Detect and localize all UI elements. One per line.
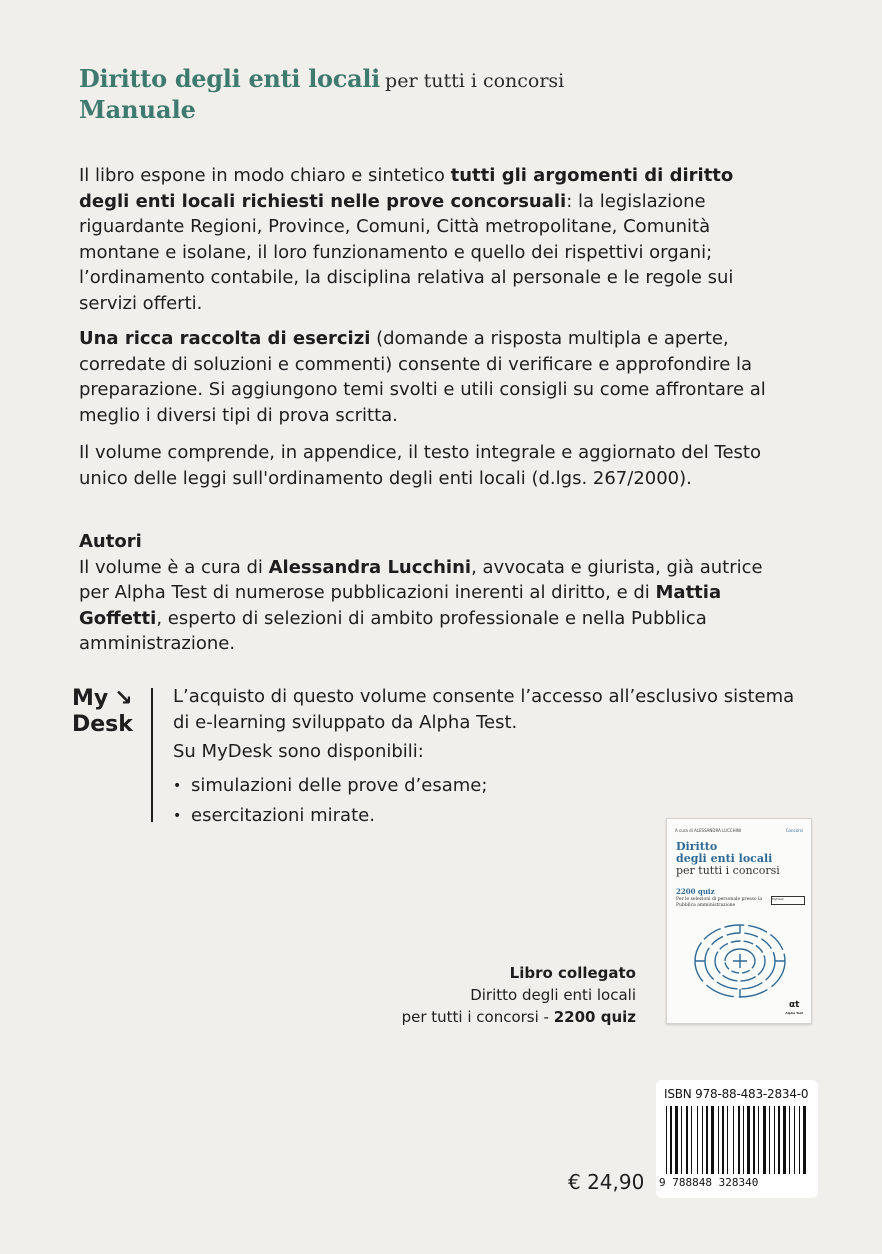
p1-text-start: Il libro espone in modo chiaro e sintetico xyxy=(79,165,451,186)
barcode-digits: 9 788848 328340 xyxy=(659,1176,759,1189)
cover-author: A cura di ALESSANDRA LUCCHINI xyxy=(675,828,742,833)
book-title-main: Diritto degli enti locali xyxy=(79,64,380,93)
author-name-1: Alessandra Lucchini xyxy=(268,556,472,578)
mydesk-logo-desk: Desk xyxy=(72,712,133,737)
book-type: Manuale xyxy=(79,95,196,124)
mydesk-available: Su MyDesk sono disponibili: xyxy=(173,741,424,762)
related-book-cover xyxy=(666,818,812,1024)
list-item: • simulazioni delle prove d’esame; xyxy=(173,771,813,801)
related-book-title: Diritto degli enti locali xyxy=(470,986,636,1004)
author-name-2: Mattia Goffetti xyxy=(79,582,722,629)
authors-text-2: , avvocata e giurista, già autrice per Alpha Test di numerose pubblicazioni inerenti al diritto, e di xyxy=(79,556,763,603)
related-book-label: Libro collegato xyxy=(509,964,636,982)
description-paragraph-1 xyxy=(79,163,779,316)
description-paragraph-3 xyxy=(79,440,779,491)
cover-tag: Concorsi xyxy=(785,828,803,833)
price: € 24,90 xyxy=(568,1170,645,1194)
p2-bold: Una ricca raccolta di esercizi xyxy=(79,328,371,349)
related-book-info xyxy=(380,962,636,1028)
mydesk-section xyxy=(173,684,813,831)
cover-title-line-2: degli enti locali xyxy=(676,852,773,865)
authors-heading: Autori xyxy=(79,531,142,552)
list-item: • esercitazioni mirate. xyxy=(173,801,813,831)
cover-title xyxy=(676,841,806,877)
cover-quiz: 2200 quiz xyxy=(676,887,715,896)
barcode-box xyxy=(656,1080,818,1198)
alpha-test-logo-icon: αt Alpha Test xyxy=(785,1000,803,1015)
mydesk-logo xyxy=(72,686,133,738)
mydesk-logo-my: My xyxy=(72,686,109,711)
book-title-sub: per tutti i concorsi xyxy=(385,70,565,92)
authors-text-3: , esperto di selezioni di ambito professionale e nella Pubblica amministrazione. xyxy=(79,607,707,654)
book-title xyxy=(79,64,564,93)
related-book-subtitle: per tutti i concorsi - xyxy=(401,1008,554,1026)
maze-illustration-icon xyxy=(685,921,795,1001)
p1-bold: tutti gli argomenti di diritto degli enti locali richiesti nelle prove concorsuali xyxy=(79,165,734,212)
book-title-block xyxy=(79,64,564,124)
cover-desc: Per le selezioni di personale presso la Pubblica amministrazione xyxy=(676,897,763,908)
mydesk-intro: L’acquisto di questo volume consente l’accesso all’esclusivo sistema di e-learning sviluppato da Alpha Test. xyxy=(173,686,795,733)
isbn: ISBN 978-88-483-2834-0 xyxy=(664,1087,809,1101)
authors-section xyxy=(79,529,779,657)
cover-title-line-1: Diritto xyxy=(676,840,718,853)
cover-title-line-3: per tutti i concorsi xyxy=(676,864,780,877)
related-book-edition: 2200 quiz xyxy=(553,1008,636,1026)
cover-badge: MyDesk xyxy=(771,896,805,905)
description-paragraph-2 xyxy=(79,326,779,428)
p1-text-end: : la legislazione riguardante Regioni, Province, Comuni, Città metropolitane, Comunità montane e isolane, il loro funzionamento e quello dei rispettivi organi; l’ordinamento contabile, la disciplina relativa al personale e le regole sui servizi offerti. xyxy=(79,190,734,314)
arrow-down-right-icon: ↘ xyxy=(114,686,133,711)
p2-text: (domande a risposta multipla e aperte, corredate di soluzioni e commenti) consente di verificare e approfondire la preparazione. Si aggiungono temi svolti e utili consigli su come affrontare al meglio i diversi tipi di prova scritta. xyxy=(79,328,766,426)
p3-text: Il volume comprende, in appendice, il testo integrale e aggiornato del Testo unico delle leggi sull'ordinamento degli enti locali (d.lgs. 267/2000). xyxy=(79,442,761,489)
mydesk-divider xyxy=(151,688,153,822)
authors-text-1: Il volume è a cura di xyxy=(79,556,269,578)
